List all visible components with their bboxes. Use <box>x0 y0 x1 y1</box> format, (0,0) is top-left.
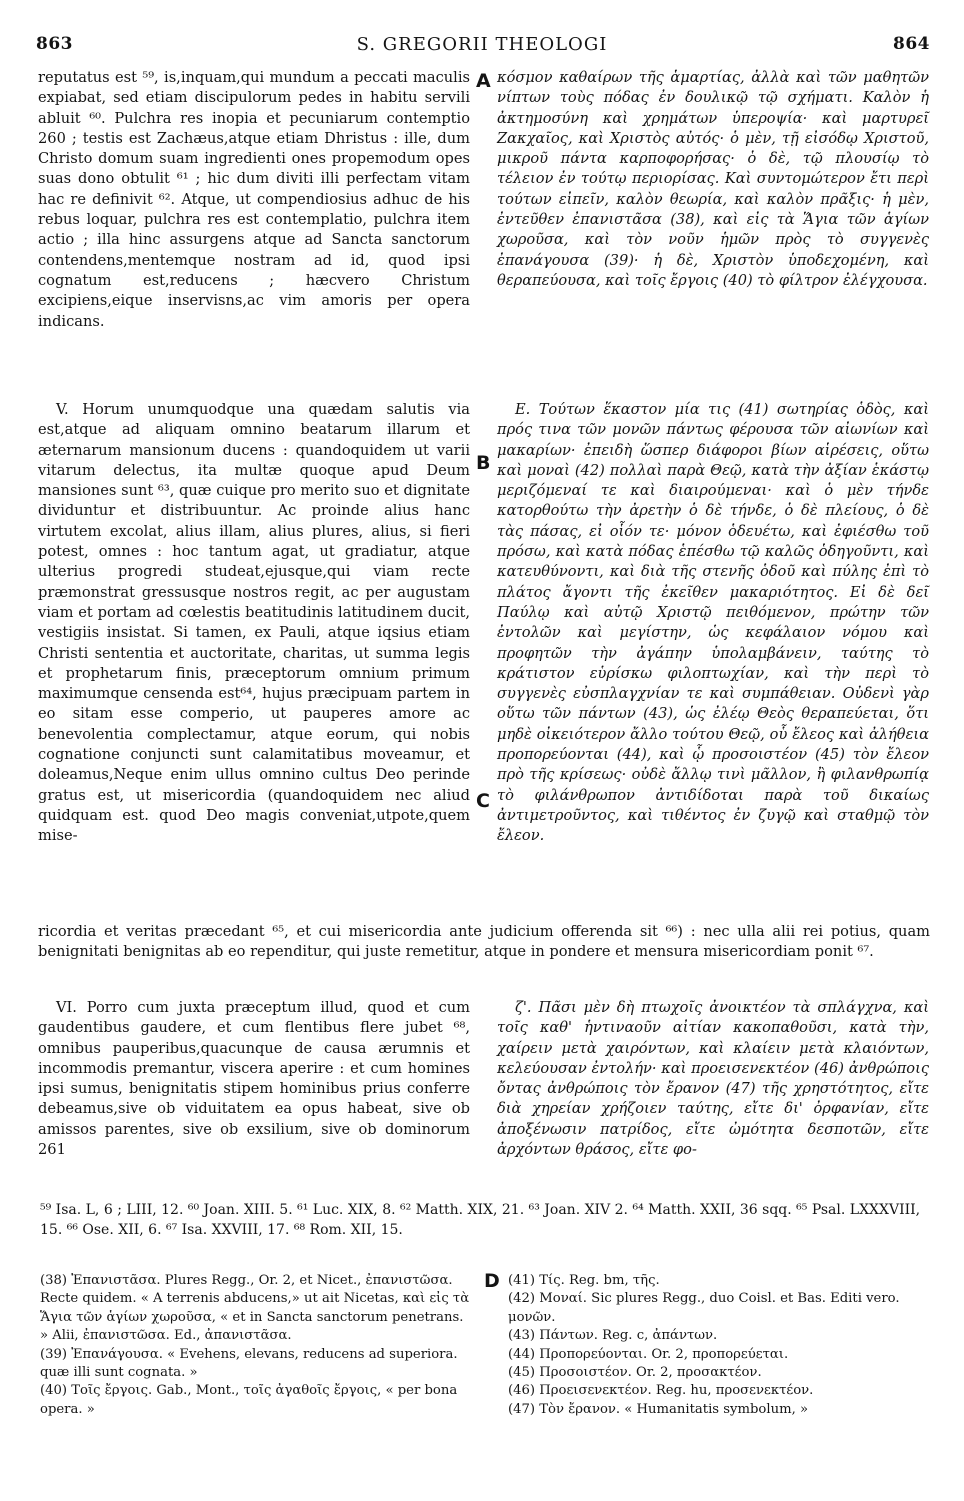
greek-paragraph-2: Ε. Τούτων ἕκαστον μία τις (41) σωτηρίας ὁδὸς, καὶ πρός τινα τῶν μονῶν πάντως φέρουσα τῶν αἰωνίων καὶ μακαρίων· ἐπειδὴ ὥσπερ διάφοροι βίων αἱρέσεις, οὕτω καὶ μοναὶ (42) πολλαὶ παρὰ Θεῷ, κατὰ τὴν ἀξίαν ἑκάστῳ μεριζόμεναί τε καὶ διαιρούμεναι· καὶ ὁ μὲν τήνδε κατορθούτω τὴν ἀρετὴν ὁ δὲ τήνδε, ὁ δὲ πλείους, ὁ δὲ τὰς πάσας, εἰ οἷόν τε· μόνον ὁδευέτω, καὶ ἐφιέσθω τοῦ πρόσω, καὶ κατὰ πόδας ἑπέσθω τῷ καλῶς ὁδηγοῦντι, καὶ κατευθύνοντι, καὶ διὰ τῆς στενῆς ὁδοῦ καὶ πύλης ἐπὶ τὸ πλάτος ἄγοντι τῆς ἐκεῖθεν μακαριότητος. Εἰ δὲ δεῖ Παύλῳ καὶ αὐτῷ Χριστῷ πειθόμενον, πρώτην τῶν ἐντολῶν καὶ μεγίστην, ὡς κεφάλαιον νόμου καὶ προφητῶν τὴν ἀγάπην ὑπολαμβάνειν, ταύτης τὸ κράτιστον εὑρίσκω φιλοπτωχίαν, καὶ τὴν περὶ τὸ συγγενὲς εὐσπλαγχνίαν τε καὶ συμπάθειαν. Οὐδενὶ γὰρ οὕτω τῶν πάντων (43), ὡς ἐλέῳ Θεὸς θεραπεύεται, ὅτι μηδὲ οἰκειότερον ἄλλο τούτου Θεῷ, οὗ ἔλεος καὶ ἀλήθεια προπορεύονται (44), καὶ ᾧ προσοιστέον (45) τὸν ἔλεον πρὸ τῆς κρίσεως· οὐδὲ ἄλλῳ τινὶ μᾶλλον, ἢ φιλανθρωπίᾳ τὸ φιλάνθρωπον ἀντιδίδοται παρὰ τοῦ δικαίως ἀντιμετροῦντος, καὶ τιθέντος ἐν ζυγῷ καὶ σταθμῷ τὸν ἔλεον. <box>497 401 929 845</box>
greek-paragraph-1: κόσμον καθαίρων τῆς ἁμαρτίας, ἀλλὰ καὶ τῶν μαθητῶν νίπτων τοὺς πόδας ἐν δουλικῷ τῷ σχήματι. Καλὸν ἡ ἀκτημοσύνη καὶ χρημάτων ὑπεροψία· καὶ μαρτυρεῖ Ζακχαῖος, καὶ Χριστὸς αὐτός· ὁ μὲν, τῇ εἰσόδῳ Χριστοῦ, μικροῦ πάντα καρποφορήσας· ὁ δὲ, τῷ πλουσίῳ τὸ τέλειον ἐν τούτῳ περιορίσας. Καὶ συντομώτερον ἔτι περὶ τούτων εἰπεῖν, καλὸν θεωρία, καὶ καλὸν πρᾶξις· ἡ μὲν, ἐντεῦθεν ἐπανιστᾶσα (38), καὶ εἰς τὰ Ἅγια τῶν ἁγίων χωροῦσα, καὶ τὸν νοῦν ἡμῶν πρὸς τὸ συγγενὲς ἐπανάγουσα (39)· ἡ δὲ, Χριστὸν ὑποδεχομένη, καὶ θεραπεύουσα, καὶ τοῖς ἔργοις (40) τὸ φίλτρον ἐλέγχουσα. <box>497 69 929 289</box>
note-41: (41) Τίς. Reg. bm, τῆς. <box>508 1273 660 1288</box>
page-number-left: 863 <box>36 34 73 54</box>
page-number-right: 864 <box>893 34 930 54</box>
margin-letter-a: A <box>476 70 491 92</box>
note-42: (42) Μοναί. Sic plures Regg., duo Coisl. et Bas. Editi vero. μονῶν. <box>508 1291 900 1325</box>
note-46: (46) Προεισενεκτέον. Reg. hu, προσενεκτέον. <box>508 1383 814 1399</box>
note-47: (47) Τὸν ἔρανον. « Humanitatis symbolum, » <box>508 1401 809 1417</box>
margin-letter-d: D <box>484 1270 500 1292</box>
latin-paragraph-1: reputatus est ⁵⁹, is,inquam,qui mundum a peccati maculis expiabat, sed etiam discipulorum pedes in habitu servili abluit ⁶⁰. Pulchra res inopia et pecuniarum contemptio 260 ; testis est Zachæus,atque etiam Dhristus : ille, dum Christo domum suam ingredienti ones propemodum opes suas dono obtulit ⁶¹ ; hic dum diviti illi perfectam vitam hac re definivit ⁶². Atque, ut compendiosius adhuc de his rebus loquar, pulchra res est contemplatio, pulchra item actio ; illa hinc assurgens atque ad Sancta sanctorum contendens,mentemque nostram ad id, quod ipsi cognatum est,reducens ; hæcvero Christum excipiens,eique inservisns,ac vim amoris per opera indicans. <box>38 69 470 330</box>
notes-left <box>40 1272 470 1419</box>
margin-letter-b: B <box>476 452 491 474</box>
note-38: (38) Ἐπανιστᾶσα. Plures Regg., Or. 2, et Nicet., ἐπανιστῶσα. Recte quidem. « A terrenis abducens,» ut ait Nicetas, καὶ εἰς τὰ Ἅγια τῶν ἁγίων χωροῦσα, « et in Sancta sanctorum penetrans. » Alii, ἐπανιστῶσα. Ed., ἀπανιστᾶσα. <box>40 1273 470 1344</box>
latin-paragraph-2: V. Horum unumquodque una quædam salutis via est,atque ad aliquam omnino beatarum illarum et æternarum mansionum ducens : quandoquidem ut varii vitarum delectus, ita multæ quoque apud Deum mansiones sunt ⁶³, quæ cuique pro merito suo et dignitate dividuntur et distribuuntur. Ac proinde alius hanc virtutem excolat, alius illam, alius plures, alius, si fieri potest, omnes : hoc tantum agat, ut gradiatur, atque ulterius progredi studeat,ejusque,qui viam recte præmonstrat gressusque nostros regit, ac per augustam viam et portam ad cœlestis beatitudinis latitudinem ducit, vestigiis insistat. Si tamen, ex Pauli, atque iqsius etiam Christi sententia et auctoritate, charitas, ut summa legis et prophetarum finis, præceptorum omnium primum maximumque censenda est⁶⁴, hujus præcipuam partem in eo sitam esse comperio, ut pauperes amore ac benevolentia complectamur, atque eorum, qui nobis cognatione conjuncti sunt calamitatibus moveamur, et doleamus,Neque enim ullus omnino cultus Deo perinde gratus est, ut misericordia (quandoquidem nec aliud quidquam est. quod Deo magis conveniat,utpote,quem mise- <box>38 401 470 845</box>
scripture-footnotes: ⁵⁹ Isa. L, 6 ; LIII, 12. ⁶⁰ Joan. XIII. 5. ⁶¹ Luc. XIX, 8. ⁶² Matth. XIX, 21. ⁶³ Joan. XIV 2. ⁶⁴ Matth. XXII, 36 sqq. ⁶⁵ Psal. LXXXVIII, 15. ⁶⁶ Ose. XII, 6. ⁶⁷ Isa. XXVIII, 17. ⁶⁸ Rom. XII, 15. <box>40 1202 921 1238</box>
note-40: (40) Τοῖς ἔργοις. Gab., Mont., τοῖς ἀγαθοῖς ἔργοις, « per bona opera. » <box>40 1383 458 1417</box>
note-43: (43) Πάντων. Reg. c, ἀπάντων. <box>508 1328 718 1344</box>
full-width-line: ricordia et veritas præcedant ⁶⁵, et cui misericordia ante judicium offerenda sit ⁶⁶) : nec ulla alii rei potius, quam benignitati benignitas ab eo rependitur, qui juste remetitur, atque in pondere et mensura misericordiam ponit ⁶⁷. <box>38 923 930 961</box>
note-44: (44) Προπορεύονται. Or. 2, προπορεύεται. <box>508 1346 789 1362</box>
notes-right <box>508 1272 928 1419</box>
margin-letter-c: C <box>476 790 490 812</box>
latin-paragraph-3: VI. Porro cum juxta præceptum illud, quod et cum gaudentibus gaudere, et cum flentibus flere jubet ⁶⁸, omnibus pauperibus,quacunque de causa ærumnis et incommodis premantur, viscera aperire : et cum homines ipsi sumus, benignitatis stipem hominibus prius conferre debeamus,sive ob viduitatem ea opus habeat, sive ob amissos parentes, sive ob exsilium, sive ob dominorum 261 <box>38 999 470 1159</box>
running-title: S. GREGORII THEOLOGI <box>356 34 608 55</box>
note-45: (45) Προσοιστέον. Or. 2, προσακτέον. <box>508 1365 762 1381</box>
greek-paragraph-3: ζ'. Πᾶσι μὲν δὴ πτωχοῖς ἀνοικτέον τὰ σπλάγχνα, καὶ τοῖς καθ' ἡντιναοῦν αἰτίαν κακοπαθοῦσι, κατὰ τὴν, χαίρειν μετὰ χαιρόντων, καὶ κλαίειν μετὰ κλαιόντων, κελεύουσαν ἐντολήν· καὶ προεισενεκτέον (46) ἀνθρώποις ὄντας ἀνθρώποις τὸν ἔρανον (47) τῆς χρηστότητος, εἴτε διὰ χηρείαν χρήζοιεν ταύτης, εἴτε δι' ὀρφανίαν, εἴτε ἀποξένωσιν πατρίδος, εἴτε ὠμότητα δεσποτῶν, εἴτε ἀρχόντων θράσος, εἴτε φο- <box>497 999 929 1159</box>
note-39: (39) Ἐπανάγουσα. « Evehens, elevans, reducens ad superiora. quæ illi sunt cognata. » <box>40 1346 458 1381</box>
